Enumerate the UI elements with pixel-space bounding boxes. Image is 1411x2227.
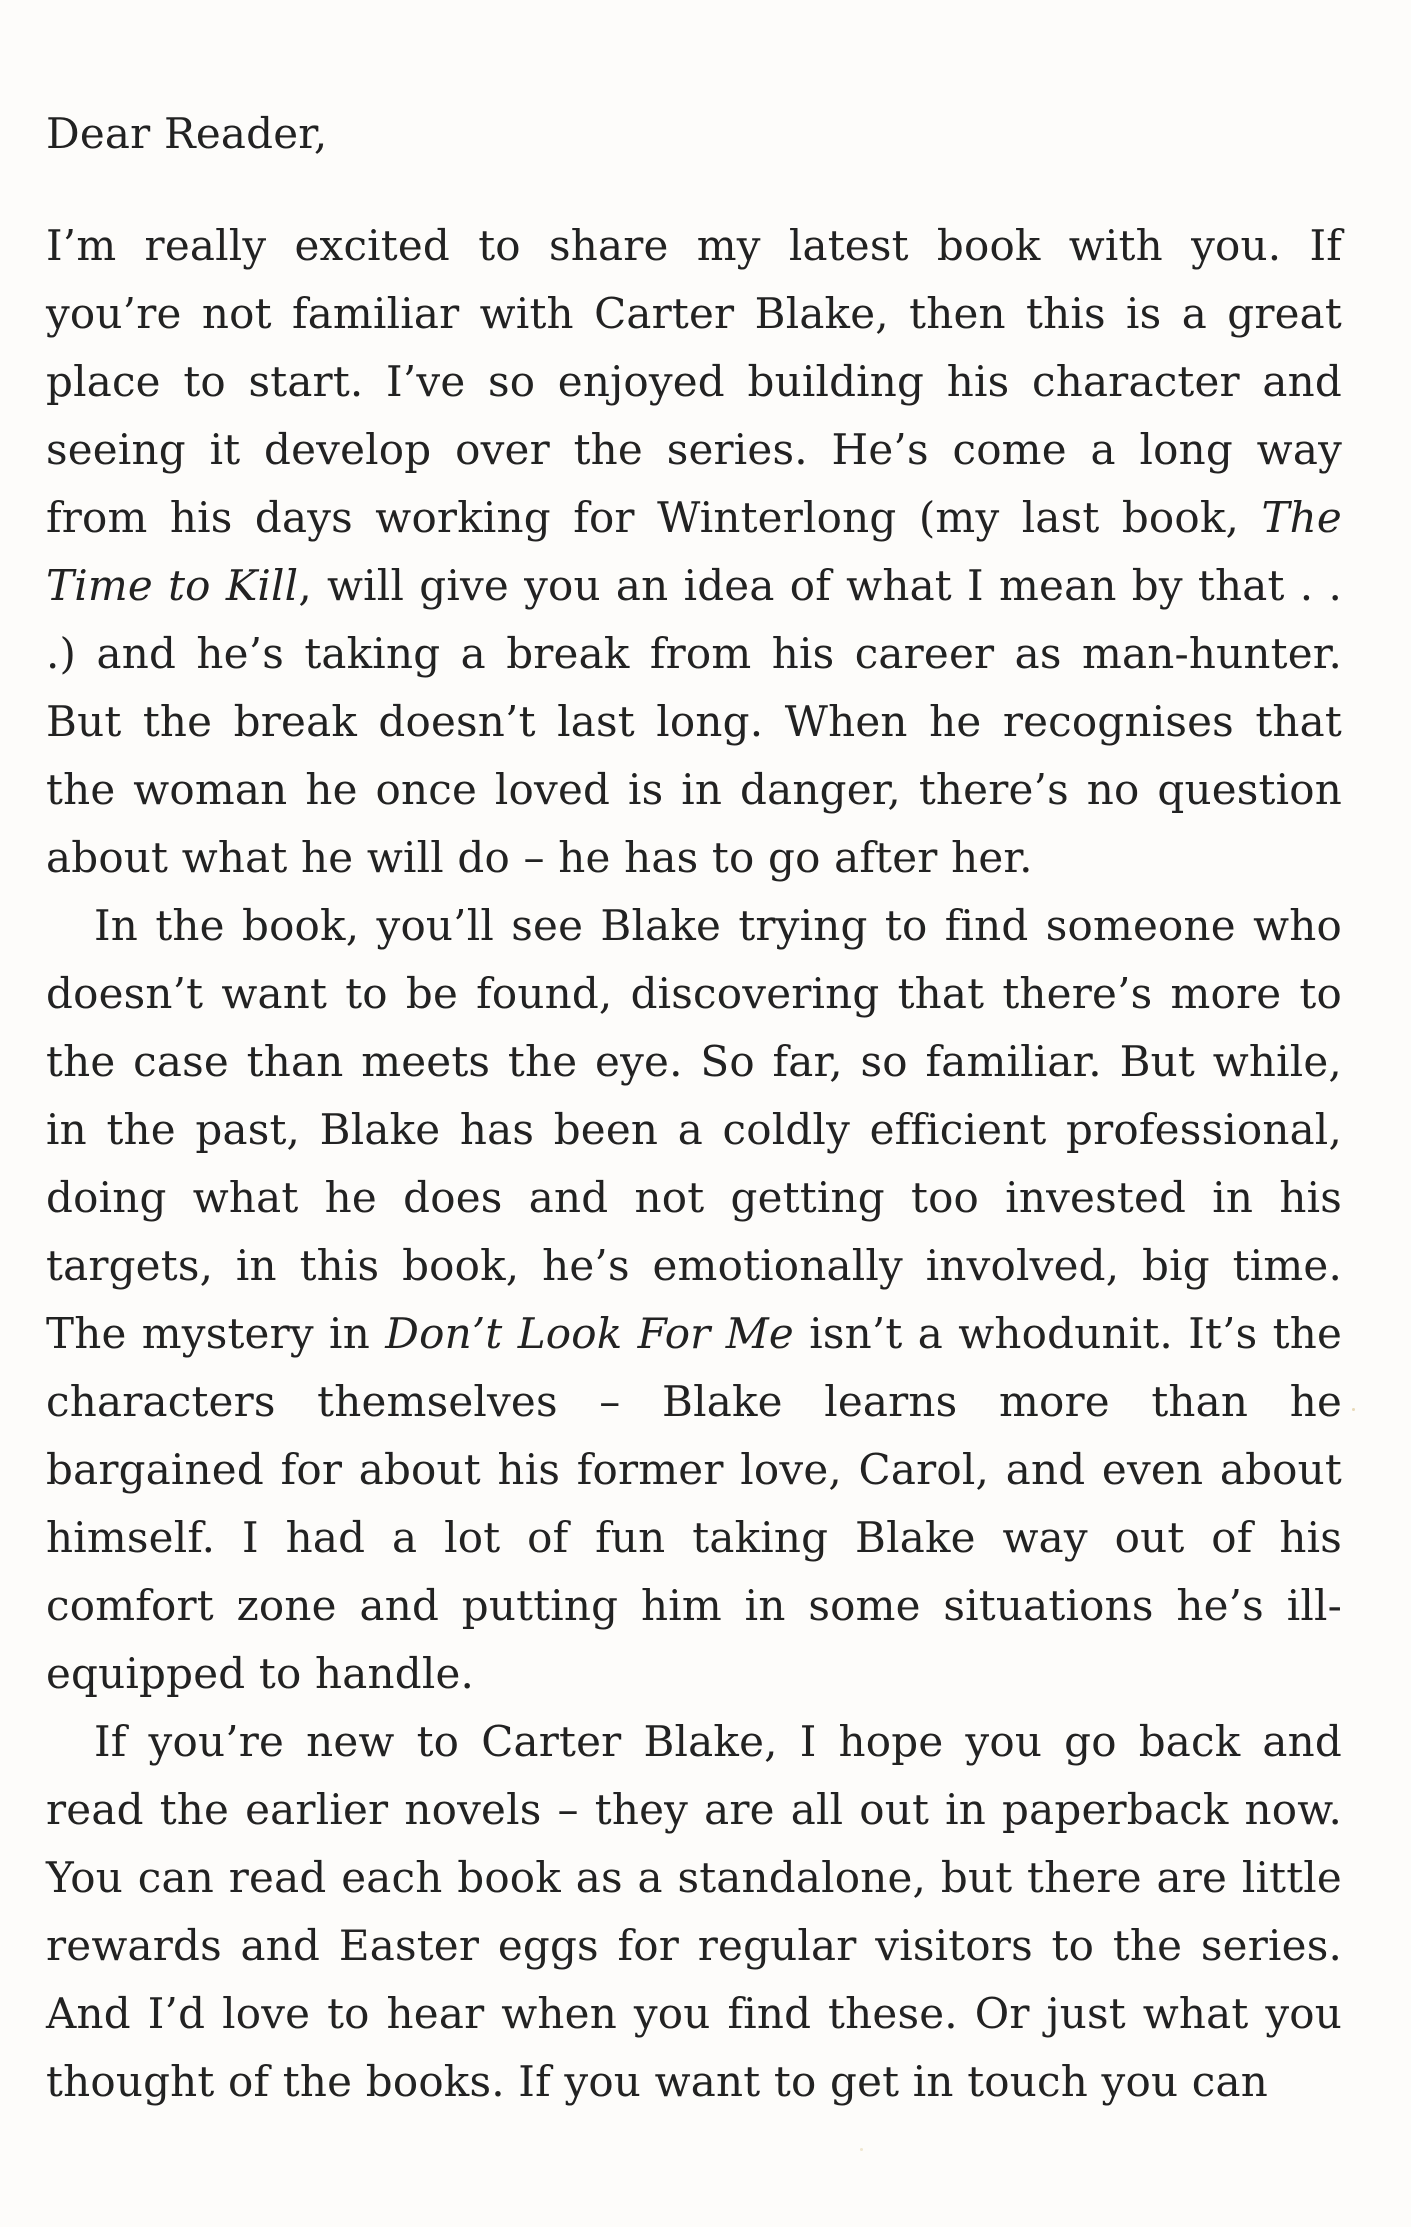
paper-speck: [860, 2148, 863, 2151]
letter-page: [46, 100, 1342, 2116]
paragraph-1: [46, 212, 1342, 892]
paragraph-2-text-a: In the book, you’ll see Blake trying to find someone who doesn’t want to be found, discovering that there’s more to the case than meets the eye. So far, so familiar. But while, in the past, Blake has been a coldly efficient professional, doing what he does and not getting too invested in his targets, in this book, he’s emotionally involved, big time. The mystery in: [46, 901, 1342, 1358]
book-title-dont-look-for-me: Don’t Look For Me: [385, 1309, 794, 1358]
paper-speck: [1352, 1408, 1355, 1411]
paragraph-3: [46, 1708, 1342, 2116]
paragraph-1-text-b: , will give you an idea of what I mean by that . . .) and he’s taking a break from his career as man-hunter. But the break doesn’t last long. When he recognises that the woman he once loved is in danger, there’s no question about what he will do – he has to go after her.: [46, 561, 1342, 882]
paragraph-3-text: If you’re new to Carter Blake, I hope you go back and read the earlier novels – they are all out in paperback now. You can read each book as a standalone, but there are little rewards and Easter eggs for regular visitors to the series. And I’d love to hear when you find these. Or just what you thought of the books. If you want to get in touch you can: [46, 1717, 1342, 2106]
book-title-the-time-to-kill: The Time to Kill: [46, 493, 1342, 610]
salutation: Dear Reader,: [46, 109, 328, 158]
paragraph-1-text-a: I’m really excited to share my latest book with you. If you’re not familiar with Carter Blake, then this is a great place to start. I’ve so enjoyed building his character and seeing it develop over the series. He’s come a long way from his days working for Winterlong (my last book,: [46, 221, 1342, 542]
paragraph-2: [46, 892, 1342, 1708]
paragraph-2-text-b: isn’t a whodunit. It’s the characters themselves – Blake learns more than he bargained for about his former love, Carol, and even about himself. I had a lot of fun taking Blake way out of his comfort zone and putting him in some situations he’s ill-equipped to handle.: [46, 1309, 1343, 1698]
